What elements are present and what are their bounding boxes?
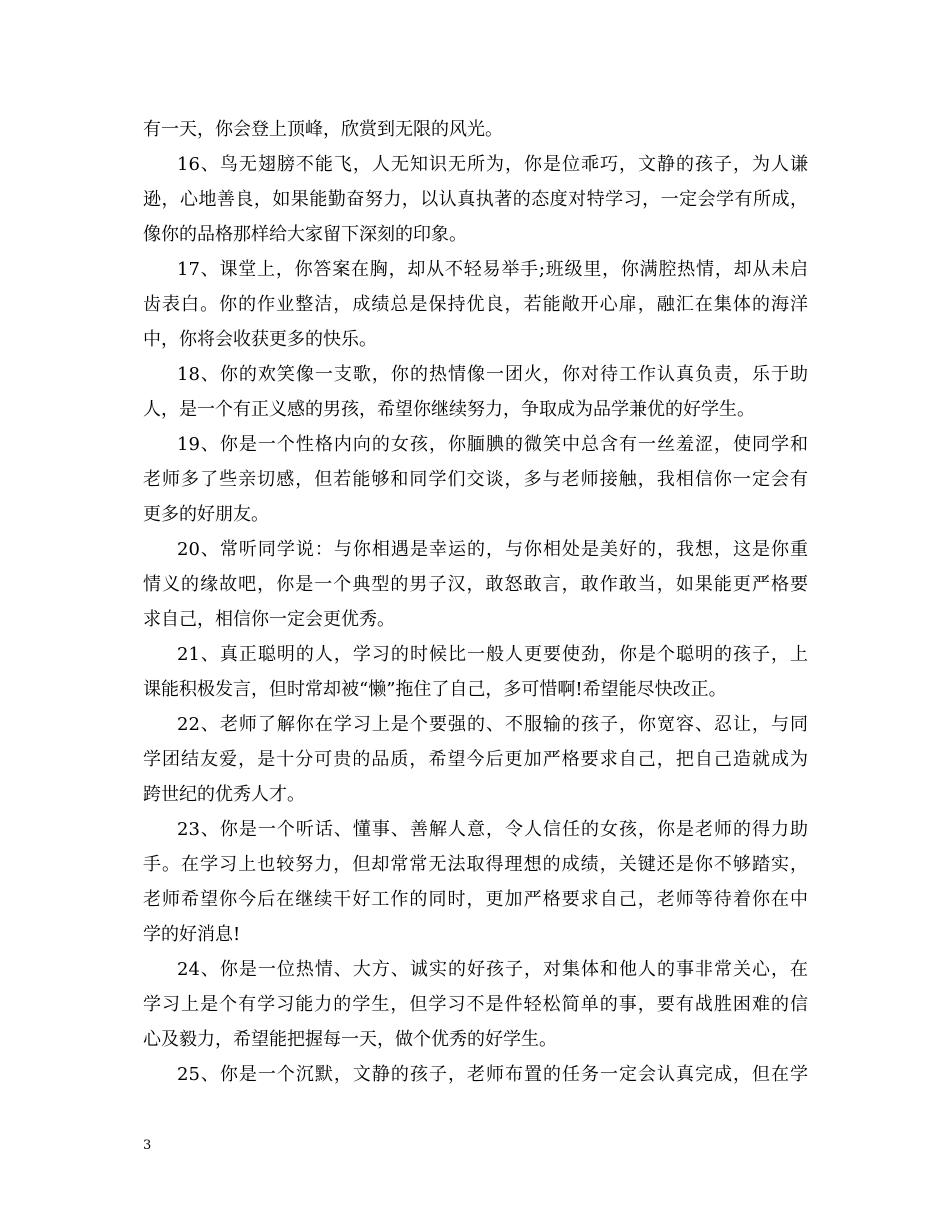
text-line: 跨世纪的优秀人才。 [143,784,305,805]
text-line: 18、你的欢笑像一支歌，你的热情像一团火，你对待工作认真负责，乐于助 [177,364,808,385]
paragraph-19 [143,427,808,532]
body-text [143,112,808,1092]
paragraph-24 [143,952,808,1057]
text-line: 17、课堂上，你答案在胸，却从不轻易举手;班级里，你满腔热情，却从未启 [177,259,808,280]
text-line: 齿表白。你的作业整洁，成绩总是保持优良，若能敞开心扉，融汇在集体的海洋 [143,294,808,315]
paragraph-17 [143,252,808,357]
text-line: 24、你是一位热情、大方、诚实的好孩子，对集体和他人的事非常关心，在 [177,959,808,980]
paragraph-25 [143,1057,808,1092]
text-line: 学习上是个有学习能力的学生，但学习不是件轻松简单的事，要有战胜困难的信 [143,994,808,1015]
paragraph-16 [143,147,808,252]
text-line: 16、鸟无翅膀不能飞，人无知识无所为，你是位乖巧，文静的孩子，为人谦 [177,154,808,175]
text-line: 19、你是一个性格内向的女孩，你腼腆的微笑中总含有一丝羞涩，使同学和 [177,434,808,455]
text-line: 20、常听同学说：与你相遇是幸运的，与你相处是美好的，我想，这是你重 [177,539,808,560]
paragraph-22 [143,707,808,812]
text-line: 更多的好朋友。 [143,504,269,525]
text-line: 情义的缘故吧，你是一个典型的男子汉，敢怒敢言，敢作敢当，如果能更严格要 [143,574,808,595]
paragraph-23 [143,812,808,952]
paragraph-21 [143,637,808,707]
text-line: 求自己，相信你一定会更优秀。 [143,609,395,630]
text-line: 学团结友爱，是十分可贵的品质，希望今后更加严格要求自己，把自己造就成为 [143,749,808,770]
text-line: 逊，心地善良，如果能勤奋努力，以认真执著的态度对特学习，一定会学有所成， [143,189,808,210]
text-line: 老师希望你今后在继续干好工作的同时，更加严格要求自己，老师等待着你在中 [143,889,808,910]
paragraph-20 [143,532,808,637]
text-line: 25、你是一个沉默，文静的孩子，老师布置的任务一定会认真完成，但在学 [177,1064,808,1085]
text-line: 21、真正聪明的人，学习的时候比一般人更要使劲，你是个聪明的孩子，上 [177,644,808,665]
text-line: 老师多了些亲切感，但若能够和同学们交谈，多与老师接触，我相信你一定会有 [143,469,808,490]
text-line: 心及毅力，希望能把握每一天，做个优秀的好学生。 [143,1029,557,1050]
text-line: 手。在学习上也较努力，但却常常无法取得理想的成绩，关键还是你不够踏实， [143,854,808,875]
paragraph [143,112,808,147]
text-line: 像你的品格那样给大家留下深刻的印象。 [143,224,467,245]
text-line: 课能积极发言，但时常却被“懒”拖住了自己，多可惜啊!希望能尽快改正。 [143,679,727,700]
text-line: 23、你是一个听话、懂事、善解人意，令人信任的女孩，你是老师的得力助 [177,819,808,840]
paragraph-18 [143,357,808,427]
text-line: 有一天，你会登上顶峰，欣赏到无限的风光。 [143,119,503,140]
text-line: 人，是一个有正义感的男孩，希望你继续努力，争取成为品学兼优的好学生。 [143,399,755,420]
text-line: 学的好消息! [143,924,241,945]
text-line: 22、老师了解你在学习上是个要强的、不服输的孩子，你宽容、忍让，与同 [177,714,808,735]
text-line: 中，你将会收获更多的快乐。 [143,329,377,350]
page-number: 3 [143,1138,152,1153]
